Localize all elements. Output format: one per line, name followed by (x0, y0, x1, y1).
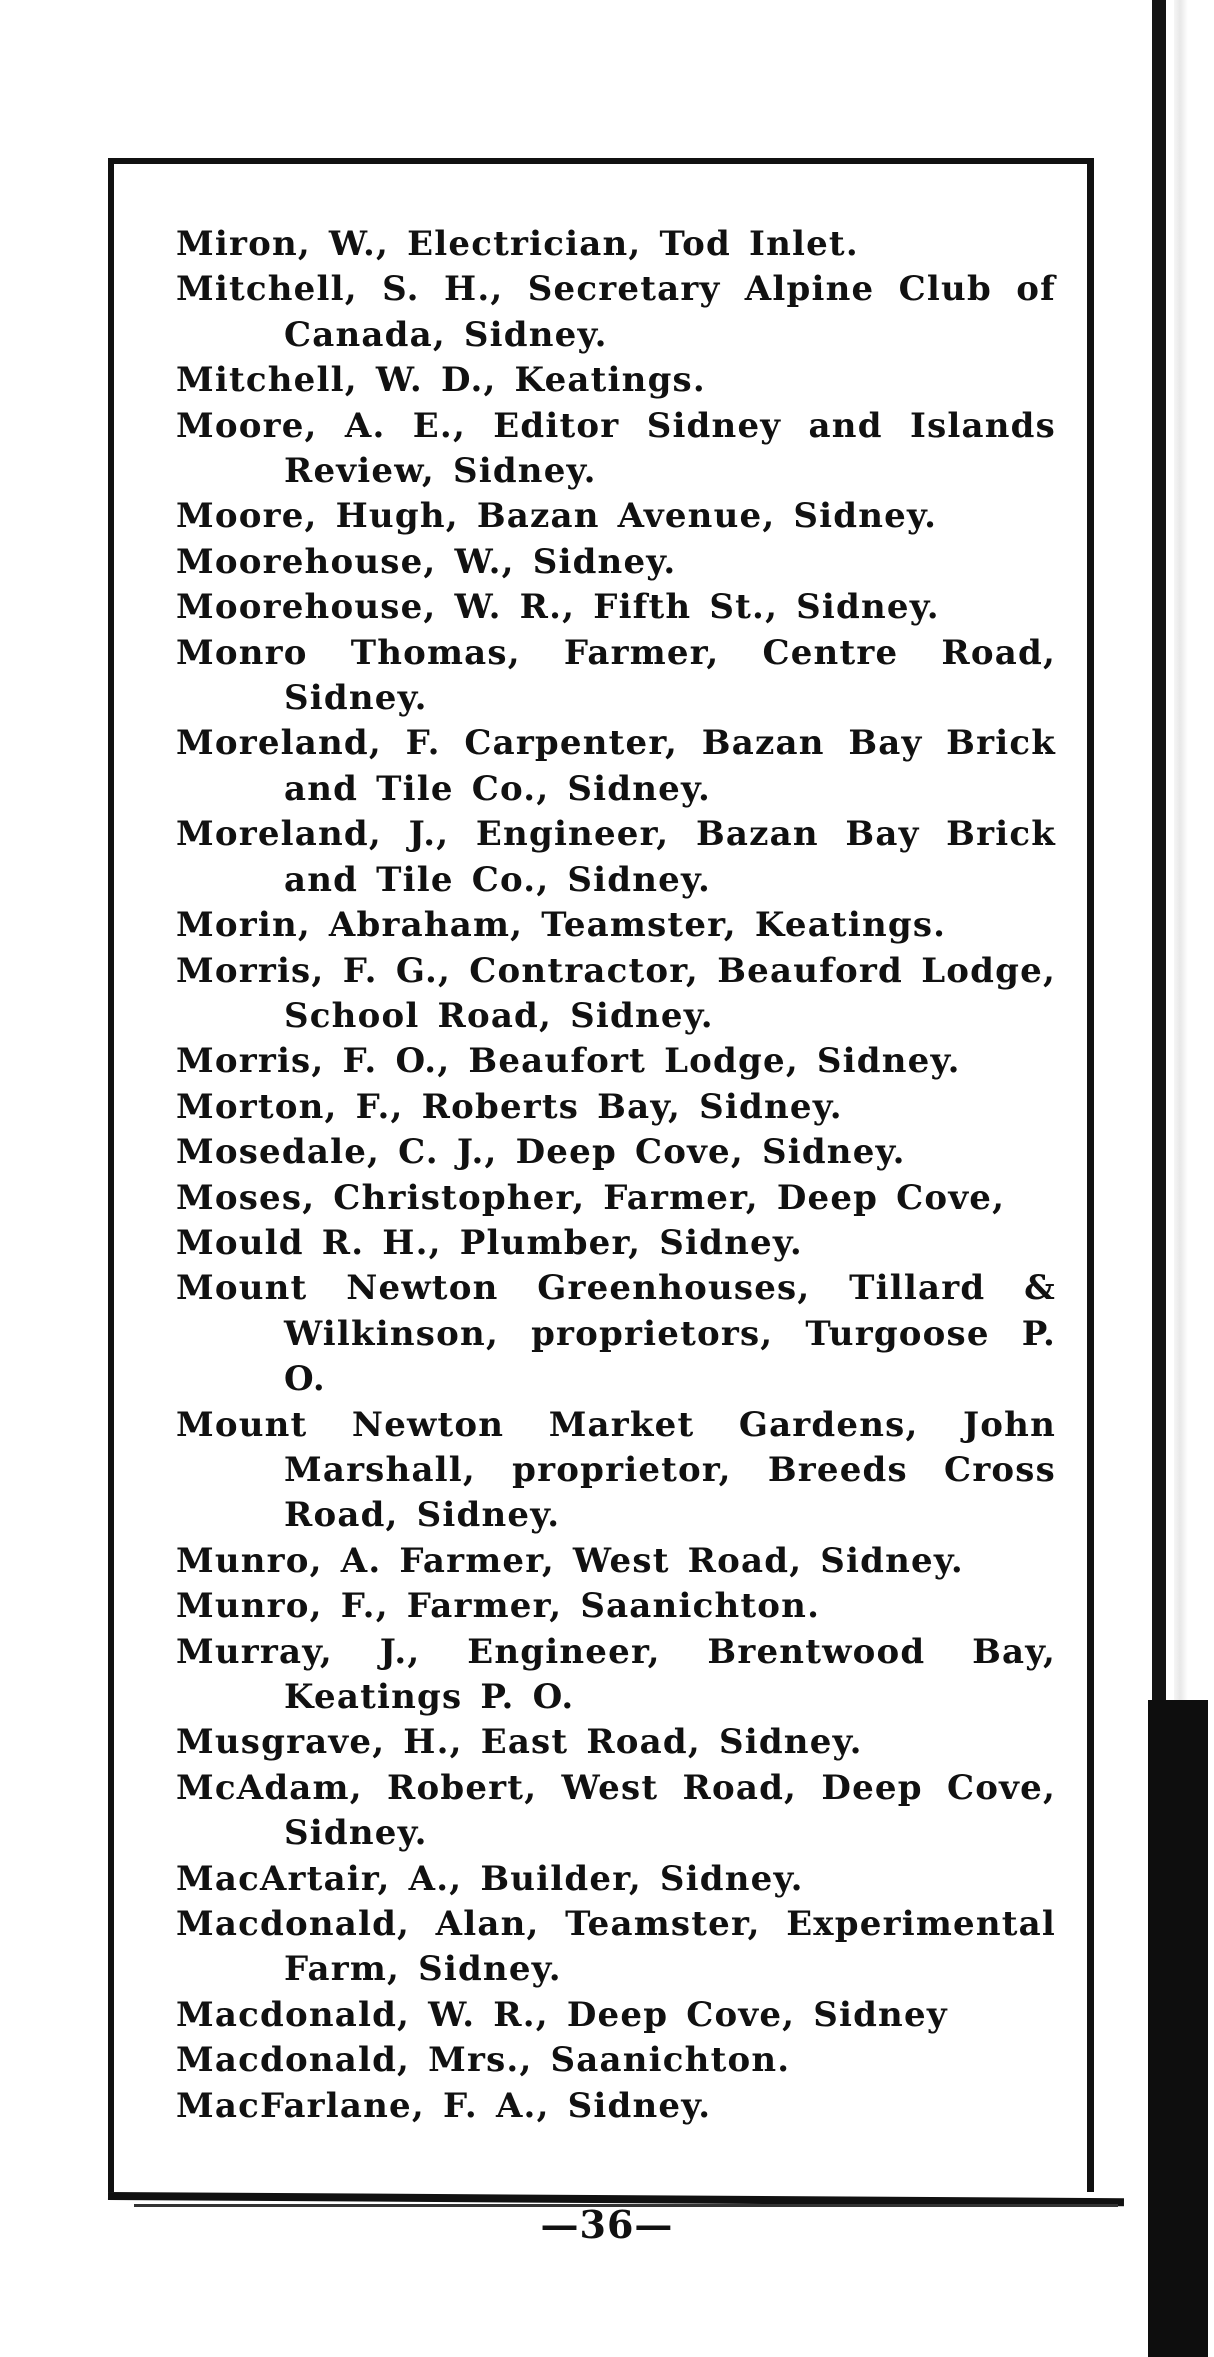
directory-entry: Moreland, F. Carpenter, Bazan Bay Brick and Tile Co., Sidney. (176, 723, 1056, 809)
directory-entry: Miron, W., Electrician, Tod Inlet. (176, 224, 859, 264)
directory-entry: Mount Newton Market Gardens, John Marshall, proprietor, Breeds Cross Road, Sidney. (176, 1404, 1056, 1536)
directory-entry: McAdam, Robert, West Road, Deep Cove, Sidney. (176, 1767, 1056, 1854)
directory-entry: Macdonald, W. R., Deep Cove, Sidney (176, 1994, 948, 2035)
directory-entry: MacArtair, A., Builder, Sidney. (176, 1858, 804, 1899)
directory-entry: Morin, Abraham, Teamster, Keatings. (176, 905, 947, 946)
directory-entry: Morton, F., Roberts Bay, Sidney. (176, 1086, 843, 1127)
directory-entry: Musgrave, H., East Road, Sidney. (176, 1722, 863, 1763)
directory-entry: Murray, J., Engineer, Brentwood Bay, Keatings P. O. (176, 1631, 1056, 1717)
directory-entry: Mount Newton Greenhouses, Tillard & Wilkinson, proprietors, Turgoose P. O. (176, 1268, 1056, 1400)
directory-entry: Mitchell, W. D., Keatings. (176, 360, 706, 401)
directory-entry: Moreland, J., Engineer, Bazan Bay Brick and Tile Co., Sidney. (176, 814, 1056, 900)
directory-entry: Mould R. H., Plumber, Sidney. (176, 1222, 803, 1263)
directory-entry: Morris, F. G., Contractor, Beauford Lodge, School Road, Sidney. (176, 950, 1056, 1036)
directory-entry: Mitchell, S. H., Secretary Alpine Club of Canada, Sidney. (176, 269, 1056, 355)
directory-entry: Munro, F., Farmer, Saanichton. (176, 1586, 821, 1627)
directory-entry: Monro Thomas, Farmer, Centre Road, Sidney. (176, 632, 1056, 719)
directory-entry: Moorehouse, W., Sidney. (176, 541, 677, 582)
directory-entry: Moses, Christopher, Farmer, Deep Cove, (176, 1177, 1006, 1218)
directory-entry: Mosedale, C. J., Deep Cove, Sidney. (176, 1132, 906, 1173)
directory-entry: Moorehouse, W. R., Fifth St., Sidney. (176, 587, 940, 628)
directory-entry: Macdonald, Mrs., Saanichton. (176, 2040, 791, 2081)
directory-entry: Moore, A. E., Editor Sidney and Islands Review, Sidney. (176, 405, 1056, 492)
directory-entry: Macdonald, Alan, Teamster, Experimental Farm, Sidney. (176, 1904, 1056, 1990)
page-number: —36— (540, 2202, 674, 2247)
directory-listing (176, 222, 1056, 2129)
scan-edge-bar (1148, 1700, 1208, 2357)
directory-entry: Munro, A. Farmer, West Road, Sidney. (176, 1540, 964, 1581)
directory-entry: Morris, F. O., Beaufort Lodge, Sidney. (176, 1041, 961, 1082)
directory-entry: MacFarlane, F. A., Sidney. (176, 2085, 712, 2126)
directory-entry: Moore, Hugh, Bazan Avenue, Sidney. (176, 496, 938, 537)
